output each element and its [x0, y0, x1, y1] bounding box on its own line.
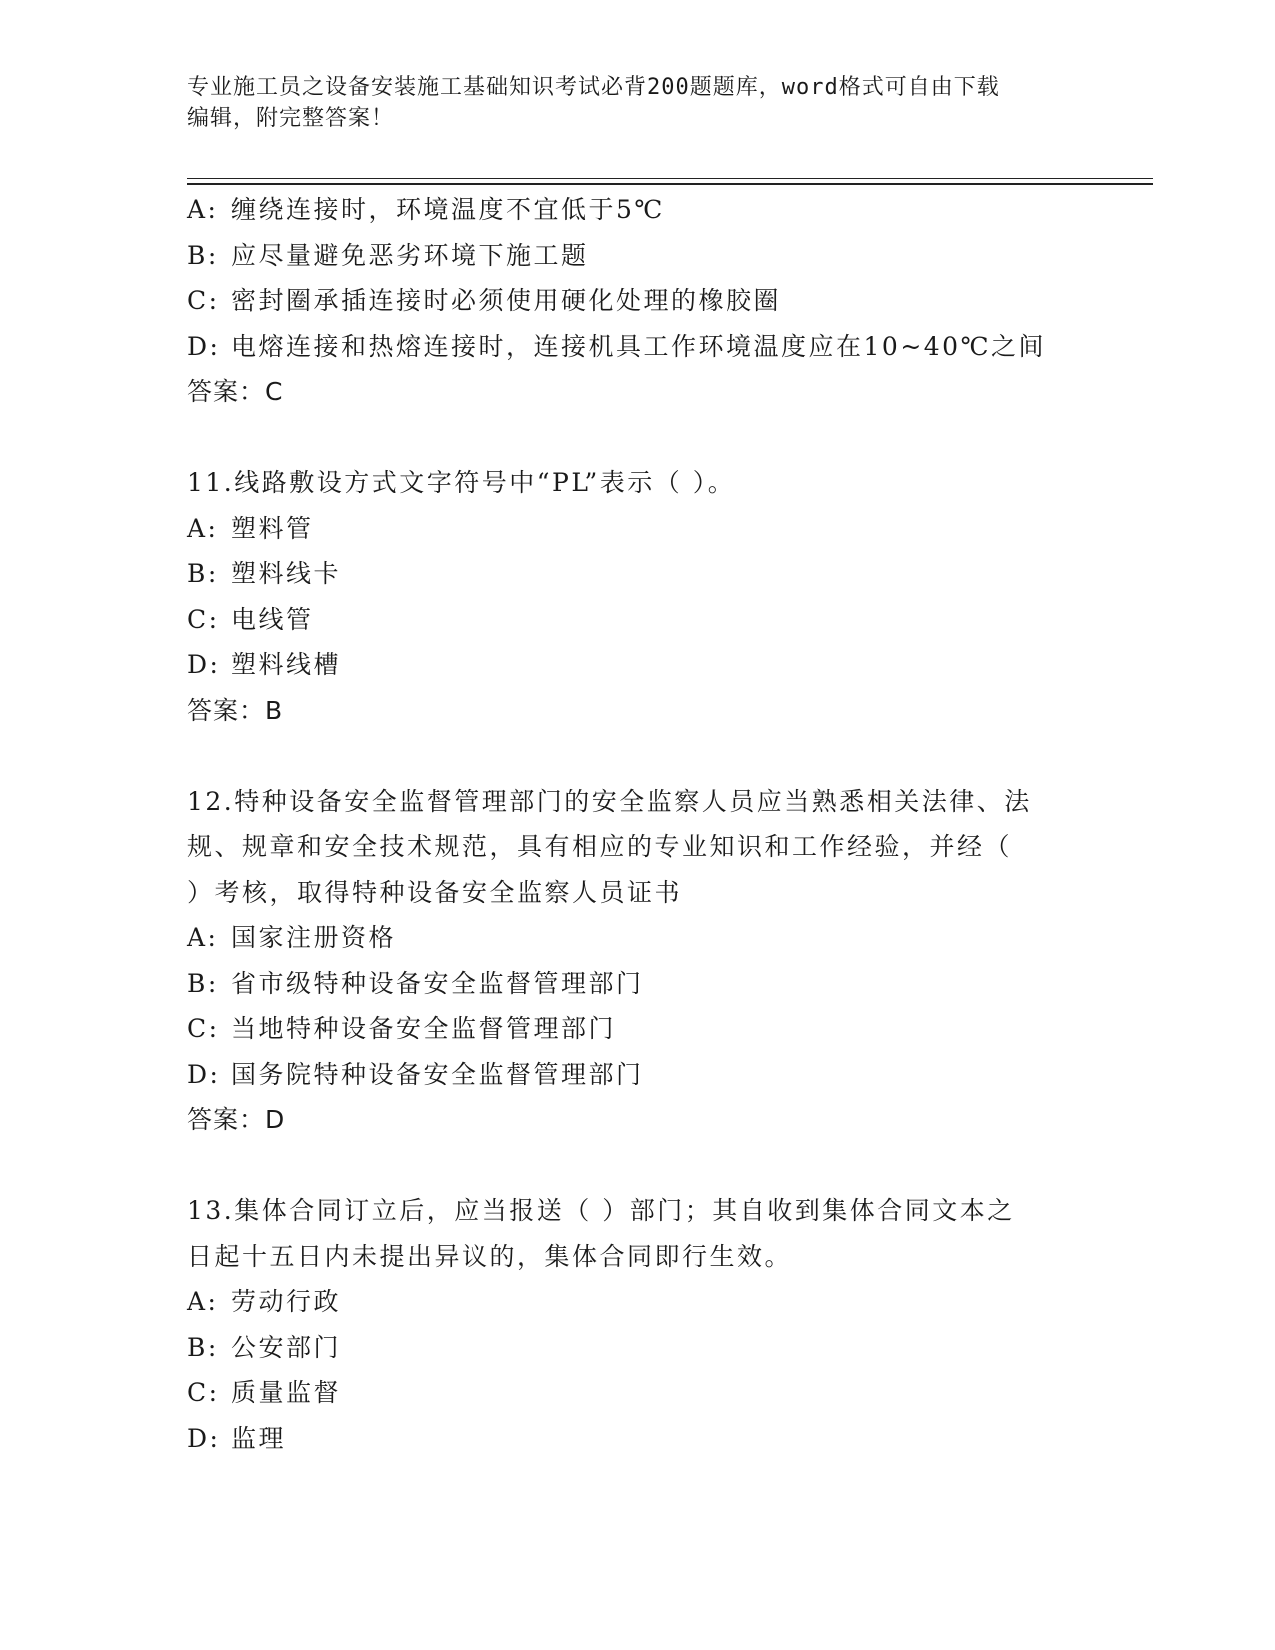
question-stem: 日起十五日内未提出异议的，集体合同即行生效。: [187, 1241, 793, 1271]
question-11: [187, 460, 1087, 733]
question-10: [187, 187, 1087, 415]
option-a: A: 劳动行政: [187, 1287, 342, 1316]
question-stem: 12.特种设备安全监督管理部门的安全监察人员应当熟悉相关法律、法: [187, 786, 1032, 816]
option-c: C: 质量监督: [187, 1378, 342, 1407]
question-stem: 规、规章和安全技术规范，具有相应的专业知识和工作经验，并经（: [187, 832, 1013, 861]
option-d: D: 电熔连接和热熔连接时，连接机具工作环境温度应在10~40℃之间: [187, 331, 1047, 361]
option-c: C: 当地特种设备安全监督管理部门: [187, 1014, 617, 1043]
option-c: C: 密封圈承插连接时必须使用硬化处理的橡胶圈: [187, 286, 782, 315]
header-line-2: 编辑，附完整答案！: [187, 106, 395, 131]
option-b: B: 应尽量避免恶劣环境下施工题: [187, 240, 589, 270]
answer: 答案：C: [187, 377, 284, 406]
answer: 答案：D: [187, 1105, 286, 1134]
option-d: D: 国务院特种设备安全监督管理部门: [187, 1059, 644, 1089]
question-stem: 11.线路敷设方式文字符号中“PL”表示（ ）。: [187, 468, 736, 497]
option-c: C: 电线管: [187, 604, 314, 634]
option-b: B: 省市级特种设备安全监督管理部门: [187, 968, 644, 998]
header-line-1: 专业施工员之设备安装施工基础知识考试必背200题题库，word格式可自由下载: [187, 75, 1000, 100]
option-a: A: 缠绕连接时，环境温度不宜低于5℃: [187, 195, 665, 224]
option-d: D: 监理: [187, 1423, 287, 1453]
option-b: B: 公安部门: [187, 1332, 342, 1362]
header-divider-thin: [187, 178, 1153, 179]
question-13: [187, 1188, 1087, 1461]
answer: 答案：B: [187, 695, 284, 725]
question-stem: 13.集体合同订立后，应当报送（ ）部门；其自收到集体合同文本之: [187, 1196, 1015, 1225]
header-divider-thick: [187, 183, 1153, 185]
question-12: [187, 779, 1087, 1143]
option-a: A: 国家注册资格: [187, 923, 397, 952]
option-d: D: 塑料线槽: [187, 650, 342, 679]
document-header: [187, 72, 1087, 134]
option-a: A: 塑料管: [187, 513, 314, 543]
question-stem: ）考核，取得特种设备安全监察人员证书: [187, 877, 683, 907]
option-b: B: 塑料线卡: [187, 559, 342, 588]
question-content: [187, 187, 1087, 1461]
